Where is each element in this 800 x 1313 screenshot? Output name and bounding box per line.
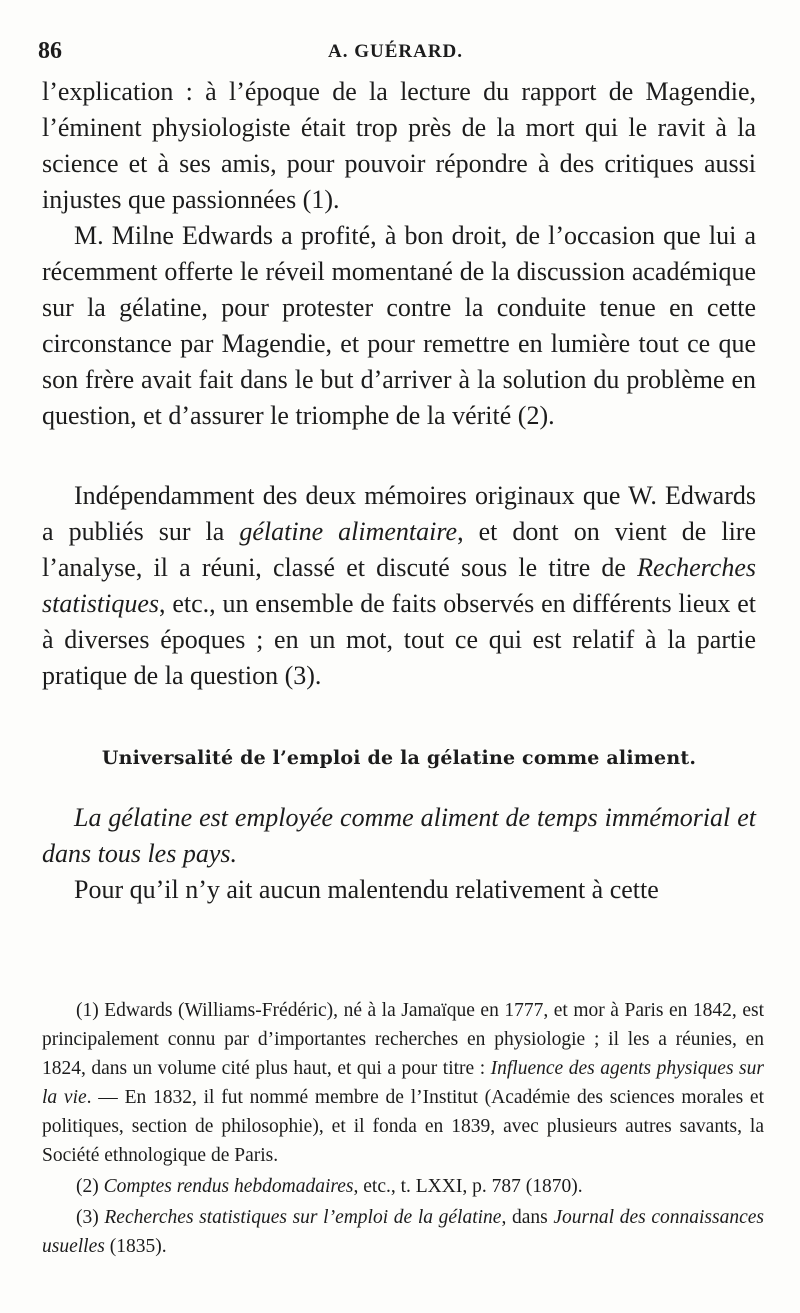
continuation-line: Pour qu’il n’y ait aucun malentendu relativement à cette [74,875,659,904]
paragraph-2-text: M. Milne Edwards a profité, à bon droit, de l’occasion que lui a récemment offerte le réveil momentané de la discussion académique sur la gélatine, pour protester contre la conduite tenue en cette circonstance par Magendie, et pour remettre en lumière tout ce que son frère avait fait dans le but d’arriver à la solution du problème en question, et d’assurer le triomphe de la vérité (2). [42,221,756,430]
paragraph-1-text: l’explication : à l’époque de la lecture du rapport de Magendie, l’éminent physiologiste était trop près de la mort qui le ravit à la science et à ses amis, pour pouvoir répondre à des critiques aussi injustes que passionnées (1). [42,77,756,214]
footnote-1 [42,996,764,1170]
footnote-3-text-a: , dans [501,1207,554,1228]
main-text [42,74,756,908]
footnote-3-italic-journal: Journal des connaissances usuelles [42,1207,764,1257]
paragraph-3-text-a: Indépendamment des deux mémoires originaux que W. Edwards a publiés sur la [42,481,756,546]
footnote-1-italic-title: Influence des agents physiques sur la vie [42,1058,764,1108]
footnote-3-text-b: (1835). [104,1236,167,1257]
footnote-2-marker: (2) [76,1176,104,1197]
theme-statement: La gélatine est employée comme aliment de temps immémorial et dans tous les pays. [42,803,756,868]
footnote-3-marker: (3) [76,1207,105,1228]
paragraph-1 [42,74,756,218]
paragraph-3-text-b: , et dont on vient de lire l’analyse, il a réuni, classé et discuté sous le titre de [42,517,757,582]
section-heading: Universalité de l’emploi de la gélatine comme aliment. [101,747,697,769]
paragraph-spacer [42,434,756,478]
footnote-2-text: , etc., t. LXXI, p. 787 (1870). [353,1176,583,1197]
page-number: 86 [38,38,62,64]
footnote-1-text-b: . — En 1832, il fut nommé membre de l’Institut (Académie des sciences morales et politiques, section de philosophie), et il fonda en 1839, avec plusieurs autres savants, la Société ethnologique de Paris. [42,1087,764,1166]
footnotes [42,996,764,1263]
footnote-3-italic-title: Recherches statistiques sur l’emploi de la gélatine [104,1207,502,1228]
paragraph-3-text-c: , etc., un ensemble de faits observés en différents lieux et à diverses époques ; en un mot, tout ce qui est relatif à la partie pratique de la question (3). [42,589,756,690]
footnote-3 [42,1203,764,1261]
footnote-2 [42,1172,764,1201]
page-header [38,38,760,68]
paragraph-3-italic-gelatine: gélatine alimentaire [239,517,458,546]
running-head: A. GUÉRARD. [328,41,464,62]
paragraph-2 [42,218,756,434]
paragraph-3 [42,478,756,694]
paragraph-3-italic-recherches: Recherches statistiques [42,553,756,618]
footnote-1-text-a: (1) Edwards (Williams-Frédéric), né à la Jamaïque en 1777, et mor à Paris en 1842, est principalement connu par d’importantes recherches en physiologie ; il les a réunies, en 1824, dans un volume cité plus haut, et qui a pour titre : [42,1000,764,1079]
footnote-2-italic-title: Comptes rendus hebdomadaires [103,1176,354,1197]
